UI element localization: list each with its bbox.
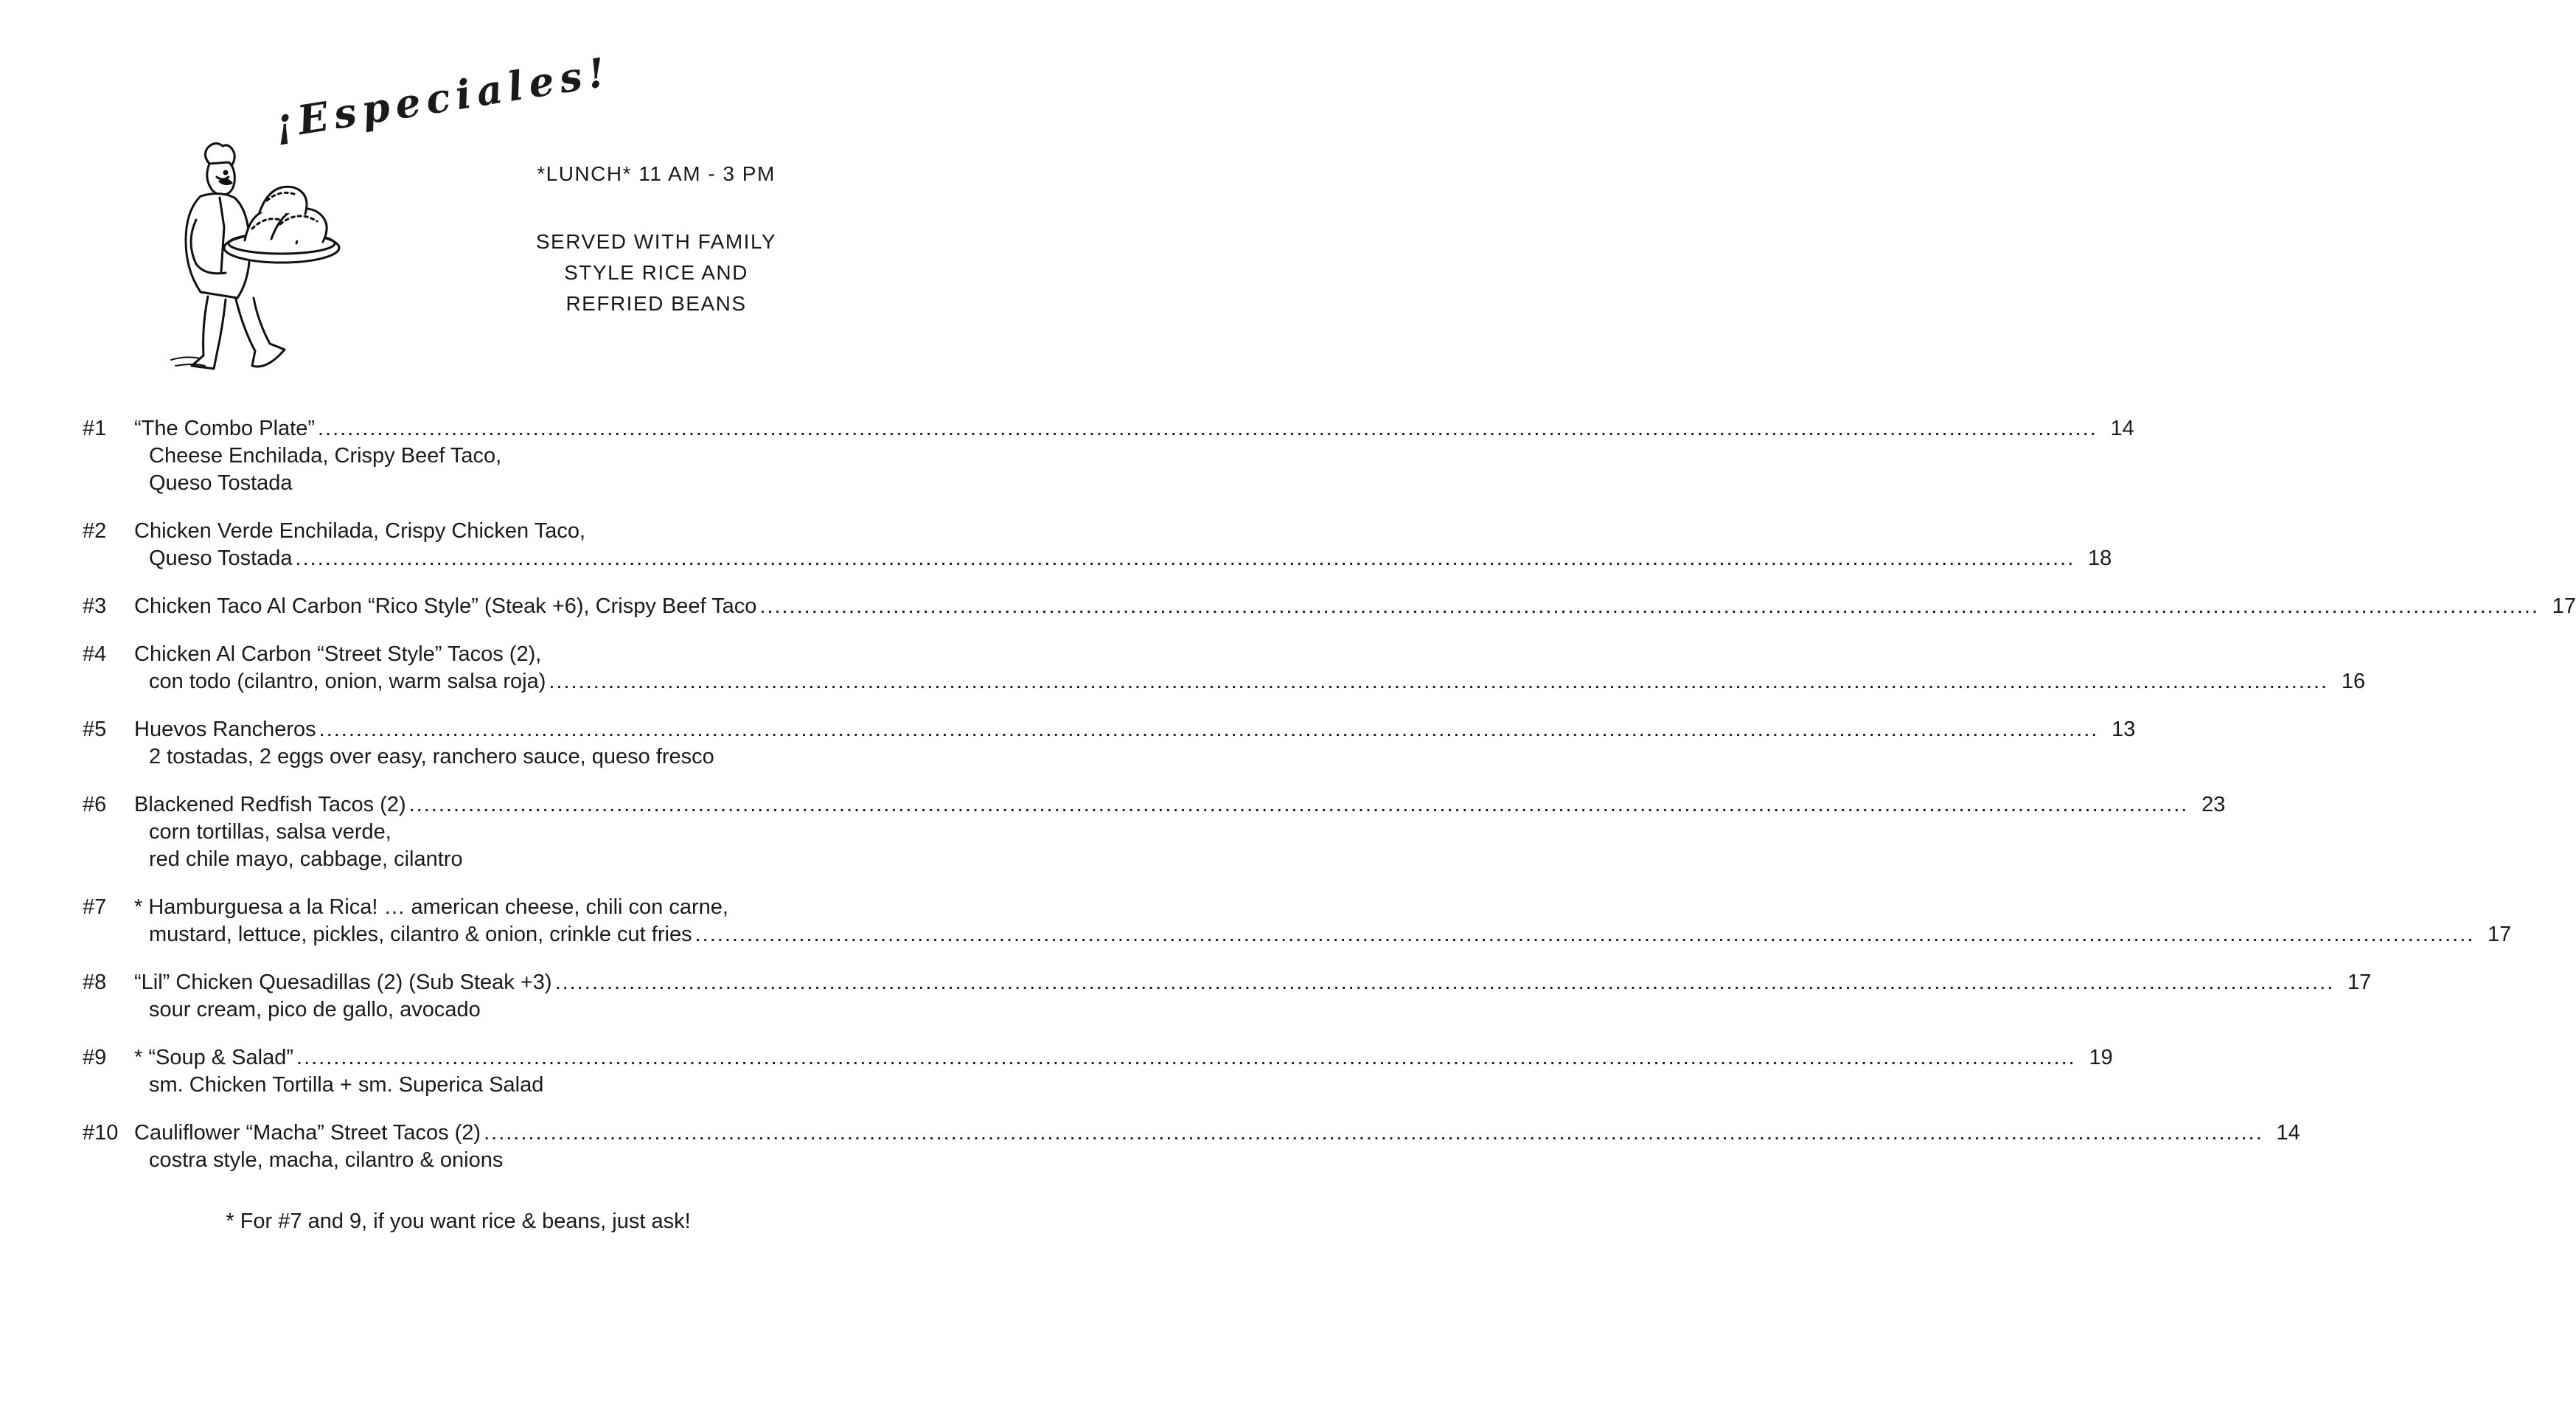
item-description: Queso Tostada — [149, 546, 293, 570]
item-price: 17 — [2488, 923, 2512, 946]
item-name: Cauliflower “Macha” Street Tacos (2) — [134, 1121, 481, 1145]
item-name: Chicken Verde Enchilada, Crispy Chicken Taco, — [134, 519, 586, 543]
dot-leader — [695, 921, 2475, 948]
menu-title: ¡Especiales! — [271, 47, 615, 148]
item-price: 23 — [2201, 793, 2226, 816]
menu-item-9 — [83, 1044, 2113, 1099]
dot-leader — [409, 791, 2189, 819]
item-name: Chicken Taco Al Carbon “Rico Style” (Steak +6), Crispy Beef Taco — [134, 594, 757, 618]
item-description: red chile mayo, cabbage, cilantro — [149, 847, 463, 871]
item-number: #10 — [83, 1121, 119, 1145]
served-with-line-2: STYLE RICE AND — [564, 261, 748, 284]
item-description: corn tortillas, salsa verde, — [149, 820, 391, 844]
item-price: 19 — [2089, 1046, 2113, 1069]
item-description: sour cream, pico de gallo, avocado — [149, 998, 481, 1021]
item-name: “The Combo Plate” — [134, 417, 315, 440]
specials-menu-list — [83, 415, 2576, 1195]
dot-leader — [318, 415, 2098, 442]
item-price: 14 — [2110, 417, 2134, 440]
item-price: 16 — [2341, 670, 2366, 693]
item-price: 17 — [2552, 594, 2576, 618]
menu-item-5 — [83, 716, 2136, 771]
item-price: 13 — [2112, 718, 2136, 741]
dot-leader — [484, 1120, 2263, 1147]
item-price: 14 — [2276, 1121, 2300, 1145]
lunch-hours: *LUNCH* 11 AM - 3 PM — [537, 162, 776, 185]
dot-leader — [549, 668, 2328, 695]
item-number: #9 — [83, 1046, 107, 1069]
item-name: * “Soup & Salad” — [134, 1046, 294, 1069]
item-description: con todo (cilantro, onion, warm salsa roja) — [149, 670, 546, 693]
lunch-info — [472, 159, 840, 319]
dot-leader — [555, 969, 2335, 996]
item-number: #6 — [83, 793, 107, 816]
item-number: #5 — [83, 718, 107, 741]
item-number: #7 — [83, 895, 107, 919]
chef-carrying-tacos-illustration — [171, 139, 370, 382]
served-with-line-3: REFRIED BEANS — [565, 292, 747, 315]
item-description: Cheese Enchilada, Crispy Beef Taco, — [149, 444, 502, 468]
item-description: mustard, lettuce, pickles, cilantro & onion, crinkle cut fries — [149, 923, 692, 946]
item-price: 17 — [2347, 971, 2372, 994]
footnote: * For #7 and 9, if you want rice & beans, just ask! — [226, 1210, 691, 1233]
served-with-line-1: SERVED WITH FAMILY — [535, 230, 777, 253]
item-number: #1 — [83, 417, 107, 440]
item-description: sm. Chicken Tortilla + sm. Superica Salad — [149, 1073, 544, 1097]
item-name: “Lil” Chicken Quesadillas (2) (Sub Steak +3) — [134, 971, 552, 994]
menu-item-6 — [83, 791, 2226, 873]
menu-item-2 — [83, 518, 2112, 572]
item-number: #2 — [83, 519, 107, 543]
dot-leader — [296, 1044, 2076, 1072]
item-name: * Hamburguesa a la Rica! … american cheese, chili con carne, — [134, 895, 728, 919]
item-name: Huevos Rancheros — [134, 718, 316, 741]
menu-item-1 — [83, 415, 2134, 497]
dot-leader — [759, 593, 2539, 620]
item-number: #8 — [83, 971, 107, 994]
item-description: 2 tostadas, 2 eggs over easy, ranchero sauce, queso fresco — [149, 745, 714, 768]
item-number: #3 — [83, 594, 107, 618]
menu-item-8 — [83, 969, 2372, 1024]
menu-item-10 — [83, 1120, 2300, 1174]
menu-item-3 — [83, 593, 2576, 620]
item-name: Chicken Al Carbon “Street Style” Tacos (2), — [134, 642, 542, 666]
item-number: #4 — [83, 642, 107, 666]
menu-item-7 — [83, 894, 2512, 948]
dot-leader — [319, 716, 2099, 743]
item-description: costra style, macha, cilantro & onions — [149, 1148, 504, 1172]
item-name: Blackened Redfish Tacos (2) — [134, 793, 406, 816]
menu-item-4 — [83, 641, 2366, 695]
item-description: Queso Tostada — [149, 471, 293, 495]
dot-leader — [296, 545, 2075, 572]
item-price: 18 — [2088, 546, 2112, 570]
